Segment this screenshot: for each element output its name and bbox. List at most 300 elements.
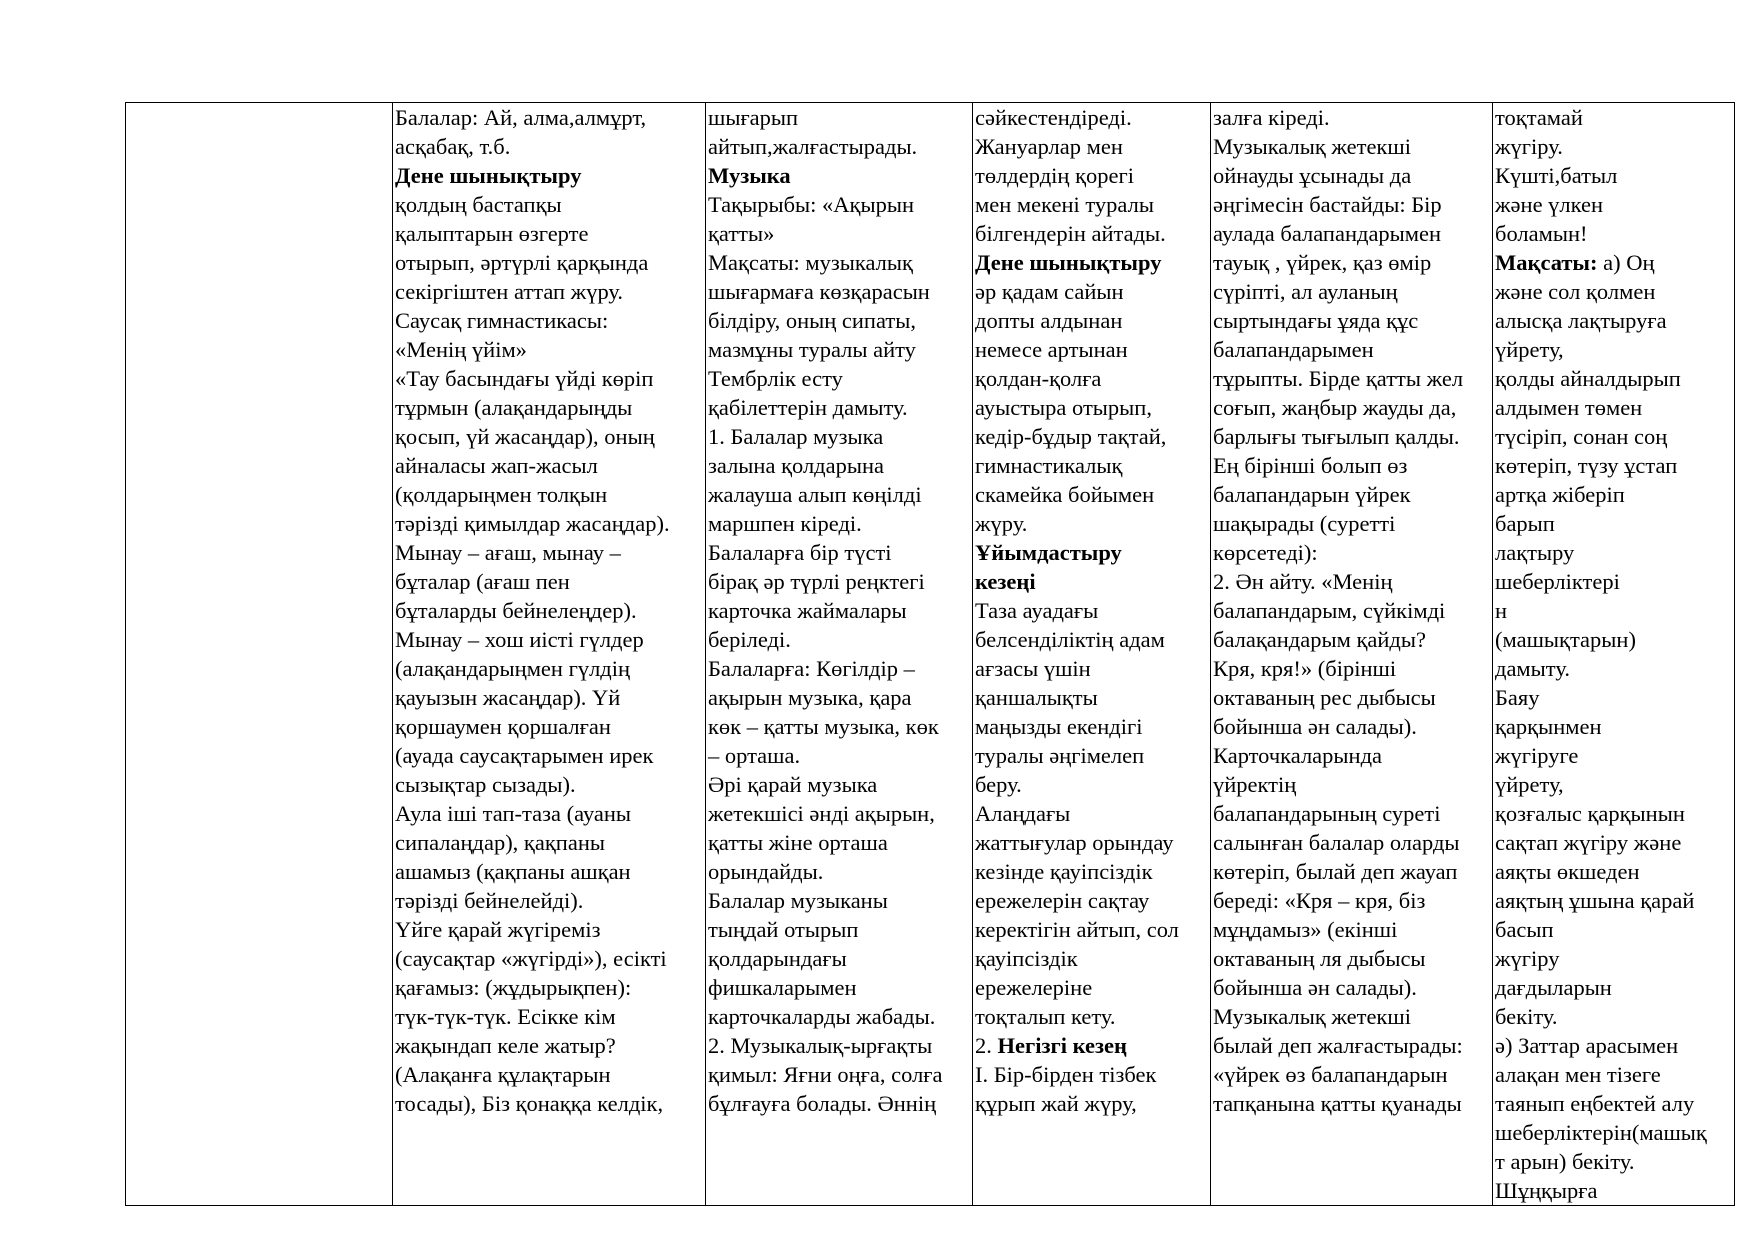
plain-text: тоқтамай — [1495, 105, 1583, 130]
lesson-plan-table — [125, 102, 1735, 1206]
plain-text: және сол қолмен — [1495, 279, 1656, 304]
plain-text: Карточкаларында — [1213, 743, 1383, 768]
text-line — [395, 248, 704, 277]
plain-text: туралы әңгімелеп — [975, 743, 1145, 768]
plain-text: Музыкалық жетекші — [1213, 134, 1411, 159]
plain-text: қарқынмен — [1495, 714, 1602, 739]
plain-text: береді: «Кря – кря, біз — [1213, 888, 1426, 913]
text-line — [1213, 422, 1491, 451]
plain-text: Баяу — [1495, 685, 1540, 710]
table-cell-music-text — [706, 103, 973, 1206]
text-line — [708, 161, 971, 190]
plain-text: балақандарым қайды? — [1213, 627, 1426, 652]
plain-text: бойынша ән салады). — [1213, 975, 1417, 1000]
text-line — [395, 364, 704, 393]
text-line — [708, 944, 971, 973]
text-line — [395, 161, 704, 190]
text-line — [708, 248, 971, 277]
text-line — [708, 654, 971, 683]
plain-text: балапандарының суреті — [1213, 801, 1441, 826]
text-line — [1495, 335, 1733, 364]
plain-text: ауыстыра отырып, — [975, 395, 1152, 420]
text-line — [395, 277, 704, 306]
plain-text: – орташа. — [708, 743, 801, 768]
text-line — [395, 132, 704, 161]
text-line — [708, 915, 971, 944]
text-line — [708, 886, 971, 915]
plain-text: карточкаларды жабады. — [708, 1004, 936, 1029]
plain-text: қауіпсіздік — [975, 946, 1078, 971]
bold-text: Музыка — [708, 163, 791, 188]
plain-text: немесе артынан — [975, 337, 1128, 362]
plain-text: лақтыру — [1495, 540, 1575, 565]
text-line — [1213, 538, 1491, 567]
plain-text: боламын! — [1495, 221, 1588, 246]
plain-text: тәрізді қимылдар жасаңдар). — [395, 511, 670, 536]
plain-text: білгендерін айтады. — [975, 221, 1166, 246]
text-line — [1495, 1176, 1733, 1205]
plain-text: сақтап жүгіру және — [1495, 830, 1682, 855]
plain-text: мұңдамыз» (екінші — [1213, 917, 1398, 942]
text-line — [975, 683, 1209, 712]
plain-text: қолдарындағы — [708, 946, 847, 971]
text-line — [1495, 944, 1733, 973]
text-line — [975, 654, 1209, 683]
text-line — [1213, 509, 1491, 538]
text-line — [395, 103, 704, 132]
text-line — [708, 132, 971, 161]
text-line — [975, 770, 1209, 799]
text-line — [1495, 915, 1733, 944]
text-line — [1213, 1060, 1491, 1089]
text-line — [708, 596, 971, 625]
text-line — [1495, 1002, 1733, 1031]
plain-text: сыртындағы ұяда құс — [1213, 308, 1419, 333]
plain-text: карточка жаймалары — [708, 598, 907, 623]
text-line — [975, 1002, 1209, 1031]
plain-text: (саусақтар «жүгірді»), есікті — [395, 946, 667, 971]
plain-text: басып — [1495, 917, 1554, 942]
text-line — [1495, 857, 1733, 886]
plain-text: маршпен кіреді. — [708, 511, 862, 536]
bold-text: Мақсаты: — [1495, 250, 1598, 275]
plain-text: тәрізді бейнелейді). — [395, 888, 584, 913]
text-line — [1213, 770, 1491, 799]
plain-text: жүгіруге — [1495, 743, 1579, 768]
plain-text: ойнауды ұсынады да — [1213, 163, 1412, 188]
plain-text: тоқталып кету. — [975, 1004, 1116, 1029]
text-line — [708, 219, 971, 248]
text-line — [1213, 828, 1491, 857]
text-line — [708, 625, 971, 654]
text-line — [975, 451, 1209, 480]
text-line — [1495, 248, 1733, 277]
text-line — [395, 944, 704, 973]
plain-text: гимнастикалық — [975, 453, 1123, 478]
text-line — [975, 422, 1209, 451]
text-line — [1213, 161, 1491, 190]
plain-text: бұталарды бейнелеңдер). — [395, 598, 637, 623]
plain-text: шығарып — [708, 105, 799, 130]
text-line — [395, 857, 704, 886]
bold-text: Дене шынықтыру — [395, 163, 582, 188]
text-line — [395, 480, 704, 509]
plain-text: Алаңдағы — [975, 801, 1071, 826]
text-line — [708, 770, 971, 799]
plain-text: қолды айналдырып — [1495, 366, 1681, 391]
text-line — [395, 625, 704, 654]
plain-text: балапандарын үйрек — [1213, 482, 1411, 507]
plain-text: секіргіштен аттап жүру. — [395, 279, 624, 304]
plain-text: «Менің үйім» — [395, 337, 527, 362]
plain-text: алдымен төмен — [1495, 395, 1643, 420]
text-line — [395, 1031, 704, 1060]
text-line — [395, 770, 704, 799]
text-line — [395, 422, 704, 451]
plain-text: шақырады (суретті — [1213, 511, 1396, 536]
plain-text: октаваның ля дыбысы — [1213, 946, 1426, 971]
plain-text: Әрі қарай музыка — [708, 772, 878, 797]
text-line — [1495, 1060, 1733, 1089]
plain-text: алысқа лақтыруға — [1495, 308, 1667, 333]
plain-text: қаншалықты — [975, 685, 1098, 710]
plain-text: отырып, әртүрлі қарқында — [395, 250, 649, 275]
plain-text: тұрмын (алақандарыңды — [395, 395, 633, 420]
text-line — [975, 393, 1209, 422]
plain-text: ақырын музыка, қара — [708, 685, 912, 710]
plain-text: дамыту. — [1495, 656, 1570, 681]
text-line — [1213, 567, 1491, 596]
text-line — [975, 480, 1209, 509]
text-line — [1213, 364, 1491, 393]
plain-text: қатты» — [708, 221, 775, 246]
text-line — [975, 132, 1209, 161]
text-line — [395, 1060, 704, 1089]
text-line — [395, 799, 704, 828]
text-line — [708, 393, 971, 422]
plain-text: салынған балалар оларды — [1213, 830, 1460, 855]
text-line — [708, 306, 971, 335]
plain-text: жүгіру — [1495, 946, 1560, 971]
text-line — [1495, 161, 1733, 190]
plain-text: белсенділіктің адам — [975, 627, 1165, 652]
plain-text: Таза ауадағы — [975, 598, 1099, 623]
plain-text: қағамыз: (жұдырықпен): — [395, 975, 632, 1000]
plain-text: (машықтарын) — [1495, 627, 1636, 652]
text-line — [395, 828, 704, 857]
plain-text: мазмұны туралы айту — [708, 337, 916, 362]
text-line — [395, 683, 704, 712]
text-line — [708, 683, 971, 712]
text-line — [1495, 451, 1733, 480]
plain-text: қатты жіне орташа — [708, 830, 888, 855]
plain-text: кедір-бұдыр тақтай, — [975, 424, 1167, 449]
text-line — [708, 741, 971, 770]
text-line — [1213, 393, 1491, 422]
text-line — [395, 567, 704, 596]
plain-text: Ең бірінші болып өз — [1213, 453, 1408, 478]
plain-text: құрып жай жүру, — [975, 1091, 1137, 1116]
plain-text: «үйрек өз балапандарын — [1213, 1062, 1448, 1087]
text-line — [1495, 538, 1733, 567]
text-line — [1213, 799, 1491, 828]
text-line — [395, 973, 704, 1002]
text-line — [708, 103, 971, 132]
plain-text: беру. — [975, 772, 1022, 797]
plain-text: н — [1495, 598, 1508, 623]
plain-text: сызықтар сызады). — [395, 772, 576, 797]
text-line — [1213, 683, 1491, 712]
text-line — [708, 277, 971, 306]
text-line — [1495, 132, 1733, 161]
plain-text: қимыл: Яғни оңға, солға — [708, 1062, 943, 1087]
table-cell-music-game-text — [1211, 103, 1493, 1206]
text-line — [1495, 103, 1733, 132]
text-line — [708, 828, 971, 857]
plain-text: керектігін айтып, сол — [975, 917, 1179, 942]
table-row — [126, 103, 1735, 1206]
plain-text: ә) Заттар арасымен — [1495, 1033, 1679, 1058]
text-line — [708, 973, 971, 1002]
text-line — [1495, 712, 1733, 741]
plain-text: Жануарлар мен — [975, 134, 1123, 159]
plain-text: білдіру, оның сипаты, — [708, 308, 916, 333]
plain-text: барлығы тығылып қалды. — [1213, 424, 1460, 449]
plain-text: көтеріп, түзу ұстап — [1495, 453, 1678, 478]
plain-text: ережелеріне — [975, 975, 1093, 1000]
text-line — [395, 190, 704, 219]
plain-text: айналасы жап-жасыл — [395, 453, 598, 478]
plain-text: әңгімесін бастайды: Бір — [1213, 192, 1442, 217]
text-line — [975, 1031, 1209, 1060]
text-line — [975, 509, 1209, 538]
text-line — [1213, 857, 1491, 886]
plain-text: (Алақанға құлақтарын — [395, 1062, 611, 1087]
text-line — [708, 567, 971, 596]
text-line — [1495, 1031, 1733, 1060]
plain-text: Балалар: Ай, алма,алмұрт, — [395, 105, 647, 130]
table-cell-organization-text — [973, 103, 1211, 1206]
plain-text: 2. Музыкалық-ырғақты — [708, 1033, 933, 1058]
plain-text: тосады), Біз қонаққа келдік, — [395, 1091, 664, 1116]
text-line — [1495, 306, 1733, 335]
text-line — [708, 1002, 971, 1031]
plain-text: (ауада саусақтарымен ирек — [395, 743, 654, 768]
plain-text: қауызын жасаңдар). Үй — [395, 685, 621, 710]
plain-text: (алақандарыңмен гүлдің — [395, 656, 631, 681]
bold-text: кезеңі — [975, 569, 1036, 594]
text-line — [395, 393, 704, 422]
text-line — [975, 248, 1209, 277]
plain-text: айтып,жалғастырады. — [708, 134, 918, 159]
plain-text: маңызды екендігі — [975, 714, 1143, 739]
plain-text: әр қадам сайын — [975, 279, 1124, 304]
plain-text: аяқтың ұшына қарай — [1495, 888, 1695, 913]
plain-text: шығармаға көзқарасын — [708, 279, 930, 304]
text-line — [1213, 132, 1491, 161]
text-line — [1213, 335, 1491, 364]
text-line — [1213, 886, 1491, 915]
plain-text: қосып, үй жасаңдар), оның — [395, 424, 655, 449]
text-line — [708, 1089, 971, 1118]
plain-text: балапандарымен — [1213, 337, 1374, 362]
text-line — [1495, 799, 1733, 828]
text-line — [395, 306, 704, 335]
text-line — [1213, 654, 1491, 683]
text-line — [975, 915, 1209, 944]
plain-text: шеберліктерін(машық — [1495, 1120, 1707, 1145]
plain-text: аяқты өкшеден — [1495, 859, 1640, 884]
text-line — [708, 538, 971, 567]
plain-text: қоршаумен қоршалған — [395, 714, 611, 739]
text-line — [1495, 654, 1733, 683]
plain-text: жалауша алып көңілді — [708, 482, 922, 507]
text-line — [1495, 277, 1733, 306]
text-line — [1495, 393, 1733, 422]
plain-text: көрсетеді): — [1213, 540, 1318, 565]
table-cell-gymnastics-text — [393, 103, 706, 1206]
text-line — [1495, 219, 1733, 248]
text-line — [1495, 828, 1733, 857]
plain-text: бұталар (ағаш пен — [395, 569, 570, 594]
text-line — [975, 944, 1209, 973]
bold-text: Дене шынықтыру — [975, 250, 1162, 275]
text-line — [708, 190, 971, 219]
plain-text: (қолдарыңмен толқын — [395, 482, 608, 507]
plain-text: қозғалыс қарқынын — [1495, 801, 1685, 826]
text-line — [975, 886, 1209, 915]
plain-text: мен мекені туралы — [975, 192, 1154, 217]
plain-text: дағдыларын — [1495, 975, 1612, 1000]
text-line — [1213, 596, 1491, 625]
plain-text: беріледі. — [708, 627, 791, 652]
plain-text: 2. — [975, 1033, 998, 1058]
plain-text: асқабақ, т.б. — [395, 134, 511, 159]
text-line — [975, 1089, 1209, 1118]
plain-text: Саусақ гимнастикасы: — [395, 308, 609, 333]
plain-text: октаваның рес дыбысы — [1213, 685, 1436, 710]
bold-text: Негізгі кезең — [997, 1033, 1127, 1058]
plain-text: допты алдынан — [975, 308, 1123, 333]
text-line — [975, 741, 1209, 770]
text-line — [708, 422, 971, 451]
plain-text: тұрыпты. Бірде қатты жел — [1213, 366, 1464, 391]
table-cell-empty — [126, 103, 393, 1206]
plain-text: түсіріп, сонан соң — [1495, 424, 1668, 449]
text-line — [395, 915, 704, 944]
text-line — [395, 451, 704, 480]
text-line — [1213, 480, 1491, 509]
plain-text: бекіту. — [1495, 1004, 1558, 1029]
text-line — [1213, 306, 1491, 335]
plain-text: скамейка бойымен — [975, 482, 1155, 507]
text-line — [708, 1031, 971, 1060]
plain-text: I. Бір-бірден тізбек — [975, 1062, 1157, 1087]
table-cell-goals-text — [1493, 103, 1735, 1206]
text-line — [1213, 248, 1491, 277]
plain-text: балапандарым, сүйкімді — [1213, 598, 1446, 623]
plain-text: қалыптарын өзгерте — [395, 221, 589, 246]
text-line — [1495, 422, 1733, 451]
plain-text: залына қолдарына — [708, 453, 885, 478]
text-line — [708, 799, 971, 828]
plain-text: үйрету, — [1495, 337, 1564, 362]
plain-text: қолдың бастапқы — [395, 192, 562, 217]
plain-text: көтеріп, былай деп жауап — [1213, 859, 1458, 884]
plain-text: Аула іші тап-таза (ауаны — [395, 801, 632, 826]
text-line — [975, 1060, 1209, 1089]
text-line — [975, 103, 1209, 132]
plain-text: аулада балапандарымен — [1213, 221, 1442, 246]
text-line — [1213, 1089, 1491, 1118]
plain-text: былай деп жалғастырады: — [1213, 1033, 1463, 1058]
text-line — [1213, 190, 1491, 219]
plain-text: қабілеттерін дамыту. — [708, 395, 908, 420]
plain-text: соғып, жаңбыр жауды да, — [1213, 395, 1457, 420]
text-line — [708, 451, 971, 480]
plain-text: Мынау – ағаш, мынау – — [395, 540, 621, 565]
plain-text: және үлкен — [1495, 192, 1604, 217]
text-line — [1213, 451, 1491, 480]
text-line — [1213, 277, 1491, 306]
text-line — [1495, 973, 1733, 1002]
plain-text: ашамыз (қақпаны ашқан — [395, 859, 631, 884]
text-line — [1495, 683, 1733, 712]
text-line — [708, 364, 971, 393]
text-line — [1213, 625, 1491, 654]
plain-text: Балаларға: Көгілдір – — [708, 656, 915, 681]
plain-text: жетекшісі әнді ақырын, — [708, 801, 935, 826]
text-line — [975, 364, 1209, 393]
plain-text: Балаларға бір түсті — [708, 540, 892, 565]
text-line — [975, 857, 1209, 886]
text-line — [395, 596, 704, 625]
text-line — [975, 306, 1209, 335]
text-line — [1213, 103, 1491, 132]
text-line — [1495, 770, 1733, 799]
plain-text: Күшті,батыл — [1495, 163, 1618, 188]
plain-text: сәйкестендіреді. — [975, 105, 1132, 130]
plain-text: Шұңқырға — [1495, 1178, 1598, 1203]
text-line — [1495, 480, 1733, 509]
plain-text: барып — [1495, 511, 1555, 536]
plain-text: сүріпті, ал ауланың — [1213, 279, 1398, 304]
text-line — [708, 335, 971, 364]
plain-text: Мақсаты: музыкалық — [708, 250, 913, 275]
text-line — [1213, 973, 1491, 1002]
text-line — [1495, 1118, 1733, 1147]
text-line — [1213, 915, 1491, 944]
plain-text: Мынау – хош иісті гүлдер — [395, 627, 644, 652]
plain-text: бірақ әр түрлі реңктегі — [708, 569, 925, 594]
plain-text: тапқанына қатты қуанады — [1213, 1091, 1462, 1116]
text-line — [975, 567, 1209, 596]
text-line — [975, 335, 1209, 364]
text-line — [395, 712, 704, 741]
text-line — [708, 509, 971, 538]
plain-text: орындайды. — [708, 859, 824, 884]
text-line — [395, 1089, 704, 1118]
plain-text: үйрету, — [1495, 772, 1564, 797]
text-line — [395, 219, 704, 248]
plain-text: артқа жіберіп — [1495, 482, 1625, 507]
text-line — [395, 741, 704, 770]
text-line — [1495, 741, 1733, 770]
bold-text: Ұйымдастыру — [975, 540, 1122, 565]
plain-text: «Тау басындағы үйді көріп — [395, 366, 654, 391]
text-line — [1213, 741, 1491, 770]
plain-text: Үйге қарай жүгіреміз — [395, 917, 601, 942]
